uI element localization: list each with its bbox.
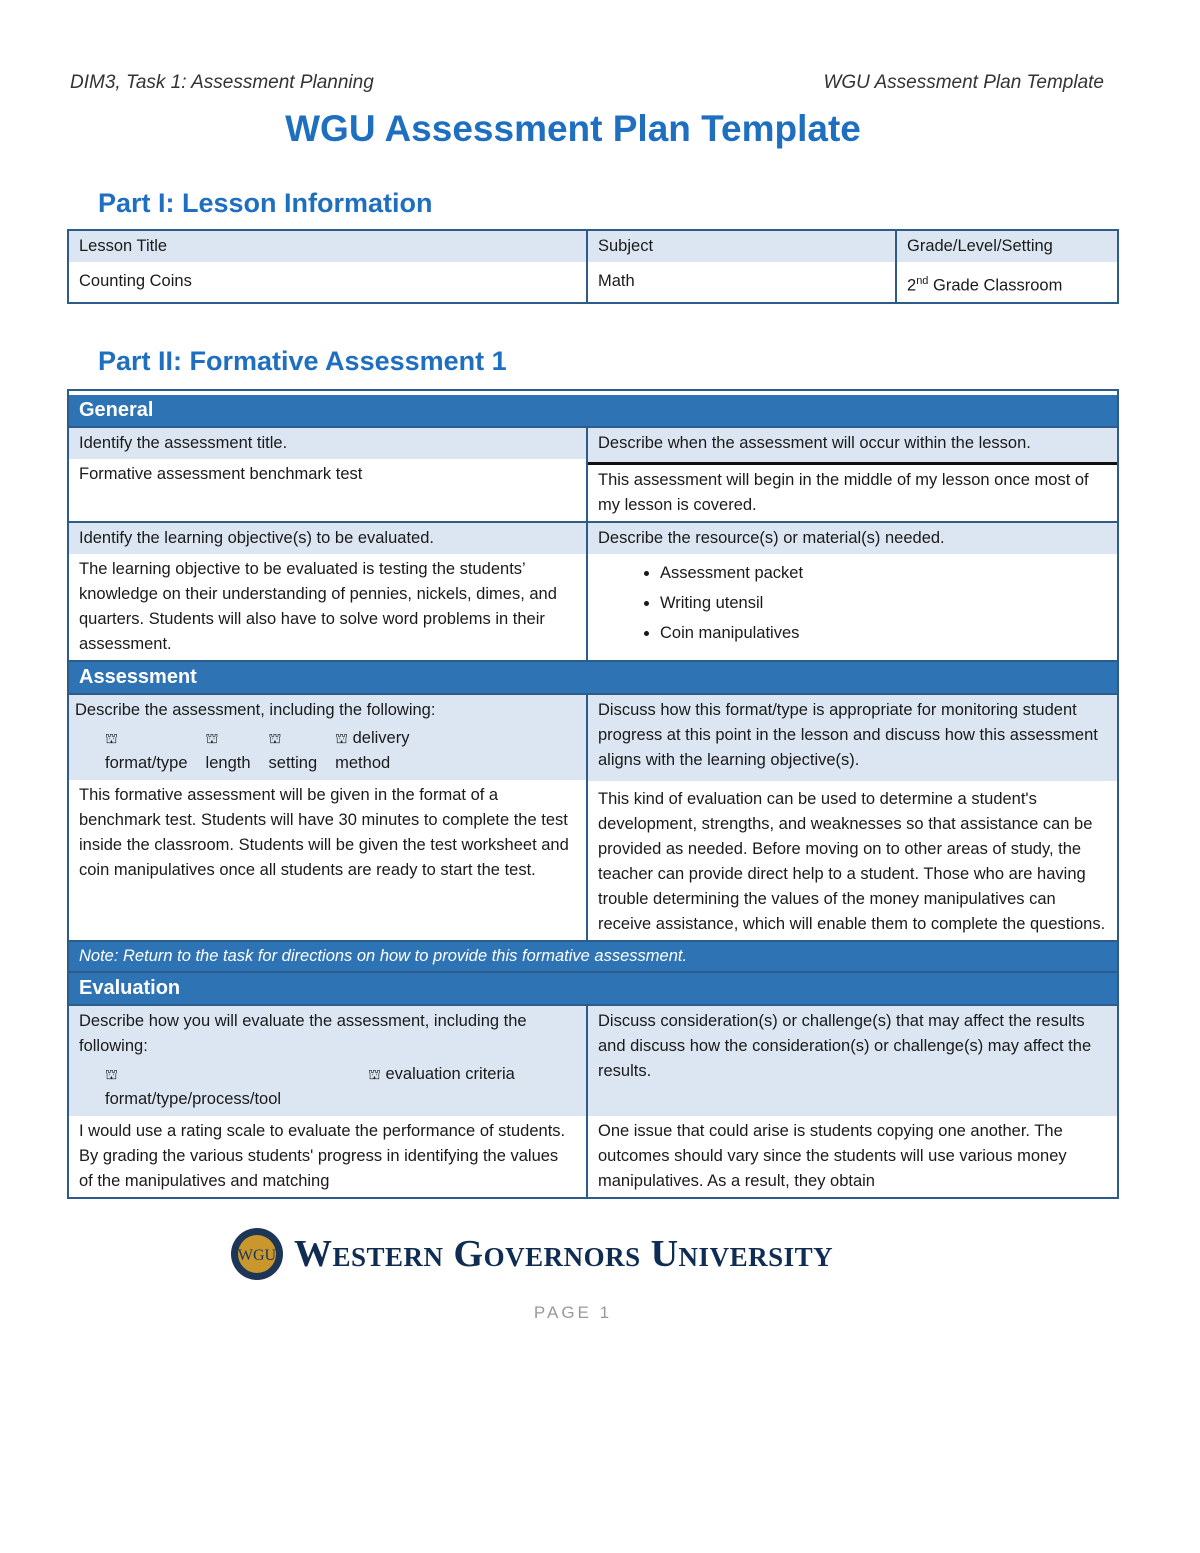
lesson-info-table	[67, 229, 1119, 304]
running-header	[0, 0, 1200, 94]
part1-heading: Part I: Lesson Information	[98, 188, 433, 218]
assessment-bar: Assessment	[69, 660, 1117, 695]
subject-header: Subject	[588, 231, 897, 262]
title-value: Formative assessment benchmark test	[79, 464, 363, 483]
challenge-label: Discuss consideration(s) or challenge(s) that may affect the results and discuss how the consideration(s) or challenge(s) may affect the results.	[588, 1006, 1117, 1116]
challenge-value: One issue that could arise is students copying one another. The outcomes should vary since the students will use various money manipulatives. As a result, they obtain	[598, 1121, 1067, 1190]
evaluate-value: I would use a rating scale to evaluate the performance of students. By grading the various students' progress in identifying the values of the manipulatives and matching	[79, 1121, 566, 1190]
resources-list	[588, 554, 1117, 652]
title-label: Identify the assessment title.	[69, 428, 586, 459]
resource-item: • Assessment packet	[660, 558, 1117, 588]
bullet-icon: ⛫	[268, 729, 282, 746]
wgu-seal-icon	[230, 1227, 284, 1281]
header-right: WGU Assessment Plan Template	[823, 72, 1104, 93]
lesson-title-value: Counting Coins	[69, 262, 588, 302]
evaluate-items: ⛫ format/type/process/tool ⛫ evaluation criteria	[105, 1064, 515, 1108]
discuss-label: Discuss how this format/type is appropriate for monitoring student progress at this point in the lesson and discuss how this assessment aligns with the learning objective(s).	[588, 695, 1117, 781]
describe-label: Describe the assessment, including the following:	[75, 700, 436, 719]
objective-label: Identify the learning objective(s) to be evaluated.	[69, 523, 586, 554]
svg-text:WGU: WGU	[237, 1246, 277, 1264]
subject-value: Math	[588, 262, 897, 302]
page-title: WGU Assessment Plan Template	[285, 108, 861, 149]
bullet-icon: ⛫	[105, 729, 118, 746]
general-bar: General	[69, 395, 1117, 428]
logo-text: Western Governors University	[294, 1232, 834, 1275]
describe-value: This formative assessment will be given in the format of a benchmark test. Students will have 30 minutes to complete the test inside the classroom. Students will be given the test worksheet and coin manipulatives once all students are ready to start the test.	[79, 785, 569, 879]
bullet-icon: ⛫	[335, 729, 349, 746]
discuss-value: This kind of evaluation can be used to determine a student's development, strengths, and weaknesses so that assistance can be provided as needed. Before moving on to other areas of study, the teacher can provide direct help to a student. Those who are having trouble determining the values of the money manipulatives can receive assistance, which will enable them to complete the questions.	[598, 789, 1106, 933]
formative-assessment-table	[67, 389, 1119, 1199]
evaluation-bar: Evaluation	[69, 973, 1117, 1006]
bullet-icon: ⛫	[105, 1065, 118, 1082]
bullet-icon: ⛫	[368, 1065, 381, 1082]
describe-items: ⛫ format/type ⛫ length ⛫ setting ⛫ delivery method	[105, 728, 410, 772]
wgu-logo	[230, 1227, 1200, 1281]
lesson-title-header: Lesson Title	[69, 231, 588, 262]
when-value: This assessment will begin in the middle of my lesson once most of my lesson is covered.	[598, 470, 1089, 514]
page-number: PAGE 1	[533, 1302, 613, 1322]
evaluate-label: Describe how you will evaluate the assessment, including the following:	[79, 1011, 527, 1055]
resource-item: • Writing utensil	[660, 588, 1117, 618]
when-label: Describe when the assessment will occur within the lesson.	[588, 428, 1117, 465]
grade-header: Grade/Level/Setting	[907, 237, 1053, 255]
part2-heading: Part II: Formative Assessment 1	[98, 345, 507, 376]
header-left: DIM3, Task 1: Assessment Planning	[70, 72, 374, 93]
resources-label: Describe the resource(s) or material(s) needed.	[588, 523, 1117, 554]
resource-item: • Coin manipulatives	[660, 618, 1117, 648]
grade-value: 2nd Grade Classroom	[907, 275, 1063, 295]
note-bar: Note: Return to the task for directions on how to provide this formative assessment.	[69, 940, 1117, 973]
bullet-icon: ⛫	[205, 729, 219, 746]
objective-value: The learning objective to be evaluated is testing the students’ knowledge on their understanding of pennies, nickels, dimes, and quarters. Students will also have to solve word problems in their assessment.	[79, 559, 557, 653]
